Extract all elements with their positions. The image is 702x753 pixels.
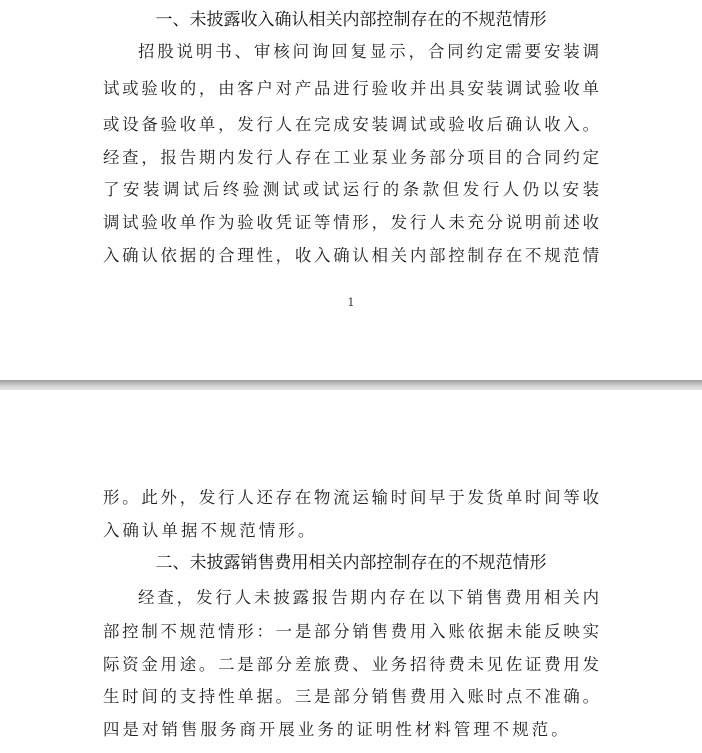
- paragraph-line: 试或验收的，由客户对产品进行验收并出具安装调试验收单: [103, 79, 599, 98]
- paragraph-line: 了安装调试后终验测试或试运行的条款但发行人仍以安装: [103, 180, 599, 199]
- section-heading-2: 二、未披露销售费用相关内部控制存在的不规范情形: [155, 553, 547, 573]
- paragraph-line: 调试验收单作为验收凭证等情形，发行人未充分说明前述收: [103, 213, 599, 232]
- paragraph-line: 生时间的支持性单据。三是部分销售费用入账时点不准确。: [103, 687, 599, 706]
- page-separator: [0, 380, 702, 390]
- document-page-2: [0, 390, 702, 753]
- paragraph-line: 形。此外，发行人还存在物流运输时间早于发货单时间等收: [103, 488, 599, 507]
- paragraph-line: 四是对销售服务商开展业务的证明性材料管理不规范。: [103, 720, 571, 739]
- paragraph-line: 部控制不规范情形：一是部分销售费用入账依据未能反映实: [103, 622, 599, 641]
- paragraph-line: 经查，报告期内发行人存在工业泵业务部分项目的合同约定: [103, 148, 599, 167]
- paragraph-line: 或设备验收单，发行人在完成安装调试或验收后确认收入。: [103, 115, 599, 134]
- paragraph-line: 入确认依据的合理性，收入确认相关内部控制存在不规范情: [103, 246, 599, 265]
- paragraph-line: 经查，发行人未披露报告期内存在以下销售费用相关内: [138, 588, 599, 607]
- paragraph-line: 际资金用途。二是部分差旅费、业务招待费未见佐证费用发: [103, 655, 599, 674]
- section-heading-1: 一、未披露收入确认相关内部控制存在的不规范情形: [155, 10, 547, 30]
- paragraph-line: 招股说明书、审核问询回复显示，合同约定需要安装调: [138, 42, 599, 61]
- page-number: 1: [347, 296, 355, 309]
- paragraph-line: 入确认单据不规范情形。: [103, 521, 318, 540]
